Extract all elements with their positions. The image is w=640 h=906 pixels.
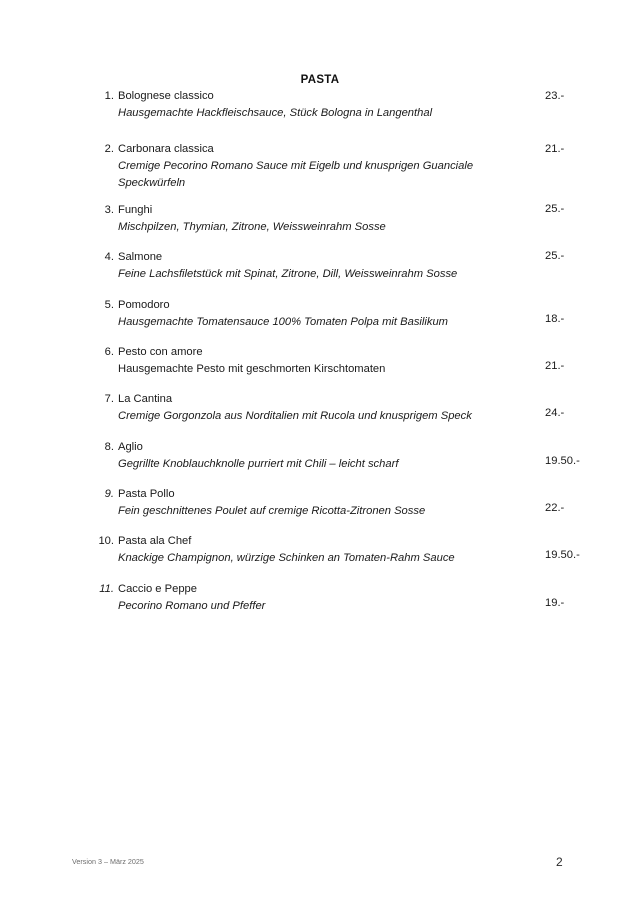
menu-item-description: Pecorino Romano und Pfeffer [118, 600, 266, 612]
menu-item-price: 21.- [545, 360, 565, 372]
menu-item-name: Bolognese classico [118, 90, 214, 102]
menu-item-number: 2. [104, 143, 114, 155]
menu-item-description: Gegrillte Knoblauchknolle purriert mit Chili – leicht scharf [118, 458, 399, 470]
menu-item-price: 22.- [545, 502, 565, 514]
menu-item-number: 11. [99, 583, 114, 595]
menu-item-description: Knackige Champignon, würzige Schinken an Tomaten-Rahm Sauce [118, 552, 455, 564]
menu-item-name: Pesto con amore [118, 346, 203, 358]
menu-item-number: 6. [104, 346, 114, 358]
menu-item-price: 24.- [545, 407, 565, 419]
menu-item [0, 391, 640, 435]
menu-item-name: Carbonara classica [118, 143, 214, 155]
menu-item-price: 19.- [545, 597, 565, 609]
menu-item-number: 5. [104, 299, 114, 311]
menu-item-name: La Cantina [118, 393, 173, 405]
menu-item [0, 344, 640, 388]
menu-item [0, 581, 640, 625]
menu-item [0, 533, 640, 577]
menu-item [0, 486, 640, 530]
menu-item [0, 297, 640, 341]
menu-item-price: 21.- [545, 143, 565, 155]
menu-item-price: 18.- [545, 313, 565, 325]
menu-item-description: Mischpilzen, Thymian, Zitrone, Weissweinrahm Sosse [118, 221, 386, 233]
footer-version-text: Version 3 – März 2025 [72, 857, 144, 866]
menu-item-number: 1. [104, 90, 114, 102]
menu-item [0, 88, 640, 132]
menu-item-description: Hausgemachte Pesto mit geschmorten Kirschtomaten [118, 363, 386, 375]
menu-item-number: 8. [104, 441, 114, 453]
menu-item-number: 9. [104, 488, 114, 500]
menu-item-price: 19.50.- [545, 549, 580, 561]
menu-item-price: 23.- [545, 90, 565, 102]
menu-item-number: 3. [104, 204, 114, 216]
menu-item [0, 141, 640, 192]
menu-item-description: Cremige Pecorino Romano Sauce mit Eigelb und knusprigen Guanciale Speckwürfeln [118, 160, 474, 189]
menu-item-name: Pasta Pollo [118, 488, 175, 500]
menu-item [0, 249, 640, 293]
menu-item-name: Pasta ala Chef [118, 535, 192, 547]
footer-page-number: 2 [556, 855, 563, 869]
menu-item-number: 4. [104, 251, 114, 263]
menu-item-price: 25.- [545, 250, 565, 262]
menu-item-price: 25.- [545, 203, 565, 215]
menu-item [0, 439, 640, 483]
menu-item-number: 10. [98, 535, 114, 547]
menu-item-name: Salmone [118, 251, 163, 263]
menu-item-description: Hausgemachte Tomatensauce 100% Tomaten Polpa mit Basilikum [118, 316, 449, 328]
menu-item-name: Aglio [118, 441, 143, 453]
menu-item-name: Funghi [118, 204, 153, 216]
menu-item-description: Feine Lachsfiletstück mit Spinat, Zitrone, Dill, Weissweinrahm Sosse [118, 268, 458, 280]
menu-item-description: Hausgemachte Hackfleischsauce, Stück Bologna in Langenthal [118, 107, 433, 119]
menu-item-price: 19.50.- [545, 455, 580, 467]
menu-item-description: Cremige Gorgonzola aus Norditalien mit Rucola und knusprigem Speck [118, 410, 472, 422]
menu-item [0, 202, 640, 246]
menu-item-name: Caccio e Peppe [118, 583, 197, 595]
menu-item-description: Fein geschnittenes Poulet auf cremige Ricotta-Zitronen Sosse [118, 505, 426, 517]
menu-item-number: 7. [104, 393, 114, 405]
page-title: PASTA [300, 74, 340, 86]
menu-item-name: Pomodoro [118, 299, 170, 311]
